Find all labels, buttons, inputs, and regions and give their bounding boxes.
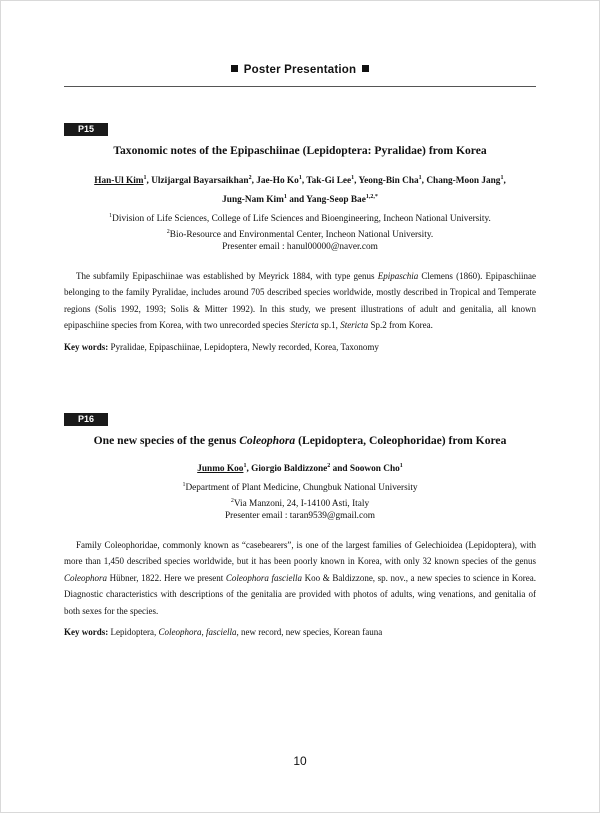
author: , Yeong-Bin Cha bbox=[354, 176, 419, 187]
square-bullet-icon bbox=[231, 65, 238, 72]
poster-tag: P16 bbox=[64, 413, 108, 426]
affil-sup: 1 bbox=[500, 175, 504, 181]
author: , Tak-Gi Lee bbox=[301, 176, 352, 187]
affil-sup: 2 bbox=[327, 463, 331, 469]
abstract: The subfamily Epipaschiinae was established by Meyrick 1884, with type genus Epipaschia Clemens (1860). Epipaschiinae belonging to the family Pyralidae, includes around 705 described species worldwide, mostly described in Tropical and Temperate regions (Solis 1992, 1993; Solis & Mitter 1992). In this study, we present illustrations of adult and genitalia, all known epipaschiine species from Korea, with two unrecorded species Stericta sp.1, Stericta Sp.2 from Korea. bbox=[64, 270, 536, 331]
punctuation: , bbox=[503, 176, 506, 187]
affiliations bbox=[64, 210, 536, 254]
presenting-author: Han-Ul Kim bbox=[94, 176, 144, 187]
poster-title: Taxonomic notes of the Epipaschiinae (Lepidoptera: Pyralidae) from Korea bbox=[113, 144, 487, 157]
affil-sup: 1 bbox=[283, 194, 287, 201]
author: , Ulzijargal Bayarsaikhan bbox=[146, 176, 249, 187]
affiliation: $^1$Department of Plant Medicine, Chungbuk National University bbox=[182, 482, 418, 494]
presenting-author: Junmo Koo bbox=[197, 464, 244, 475]
poster-p16 bbox=[64, 409, 536, 639]
affil-sup: 2 bbox=[248, 175, 252, 181]
page-number: 10 bbox=[293, 754, 307, 768]
affiliation: $^2$Via Manzoni, 24, I-14100 Asti, Italy bbox=[230, 497, 370, 509]
author: , Giorgio Baldizzone bbox=[246, 464, 328, 475]
author: and Soowon Cho bbox=[330, 464, 400, 475]
poster-title: One new species of the genus Coleophora (Lepidoptera, Coleophoridae) from Korea bbox=[93, 434, 507, 447]
affiliations bbox=[64, 479, 536, 523]
author: , Chang-Moon Jang bbox=[421, 176, 501, 187]
author: and Yang-Seop Bae bbox=[286, 195, 366, 206]
affil-sup: 1 bbox=[298, 175, 302, 181]
abstract: Family Coleophoridae, commonly known as “casebearers”, is one of the largest families of Gelechioidea (Lepidoptera), with more than 1,450 described species worldwide, but it has been poorly known in Korea, with only 32 known species of the genus Coleophora Hübner, 1822. Here we present Coleophora fasciella Koo & Baldizzone, sp. nov., a new species to science in Korea. Diagnostic characteristics with descriptions of the genitalia are provided with photos of adults, wing venations, and genitalia of both sexes for the species. bbox=[64, 539, 536, 616]
affiliation: $^1$Division of Life Sciences, College of Life Sciences and Bioengineering, Incheon National University. bbox=[109, 213, 491, 225]
keywords: Key words: Lepidoptera, Coleophora, fasciella, new record, new species, Korean fauna bbox=[64, 627, 383, 638]
author-list bbox=[64, 458, 536, 477]
poster-p15 bbox=[64, 119, 536, 354]
author-list bbox=[64, 170, 536, 208]
affil-sup: 1 bbox=[243, 463, 247, 469]
presenter-email: Presenter email : taran9539@gmail.com bbox=[224, 511, 376, 522]
presenter-email: Presenter email : hanul00000@naver.com bbox=[222, 242, 378, 253]
affiliation: $^2$Bio-Resource and Environmental Center, Incheon National University. bbox=[166, 228, 434, 240]
header-title: Poster Presentation bbox=[243, 64, 357, 76]
affil-sup: 1 bbox=[143, 175, 147, 181]
affil-sup: 1 bbox=[399, 463, 403, 469]
poster-tag: P15 bbox=[64, 123, 108, 136]
affil-sup: 1,2,* bbox=[365, 194, 378, 201]
affil-sup: 1 bbox=[351, 175, 355, 181]
author: , Jae-Ho Ko bbox=[251, 176, 299, 187]
square-bullet-icon bbox=[362, 65, 369, 72]
section-header bbox=[64, 64, 536, 76]
header-divider bbox=[64, 86, 536, 87]
affil-sup: 1 bbox=[418, 175, 422, 181]
keywords: Key words: Pyralidae, Epipaschiinae, Lepidoptera, Newly recorded, Korea, Taxonomy bbox=[64, 341, 379, 352]
author: Jung-Nam Kim bbox=[222, 195, 284, 206]
